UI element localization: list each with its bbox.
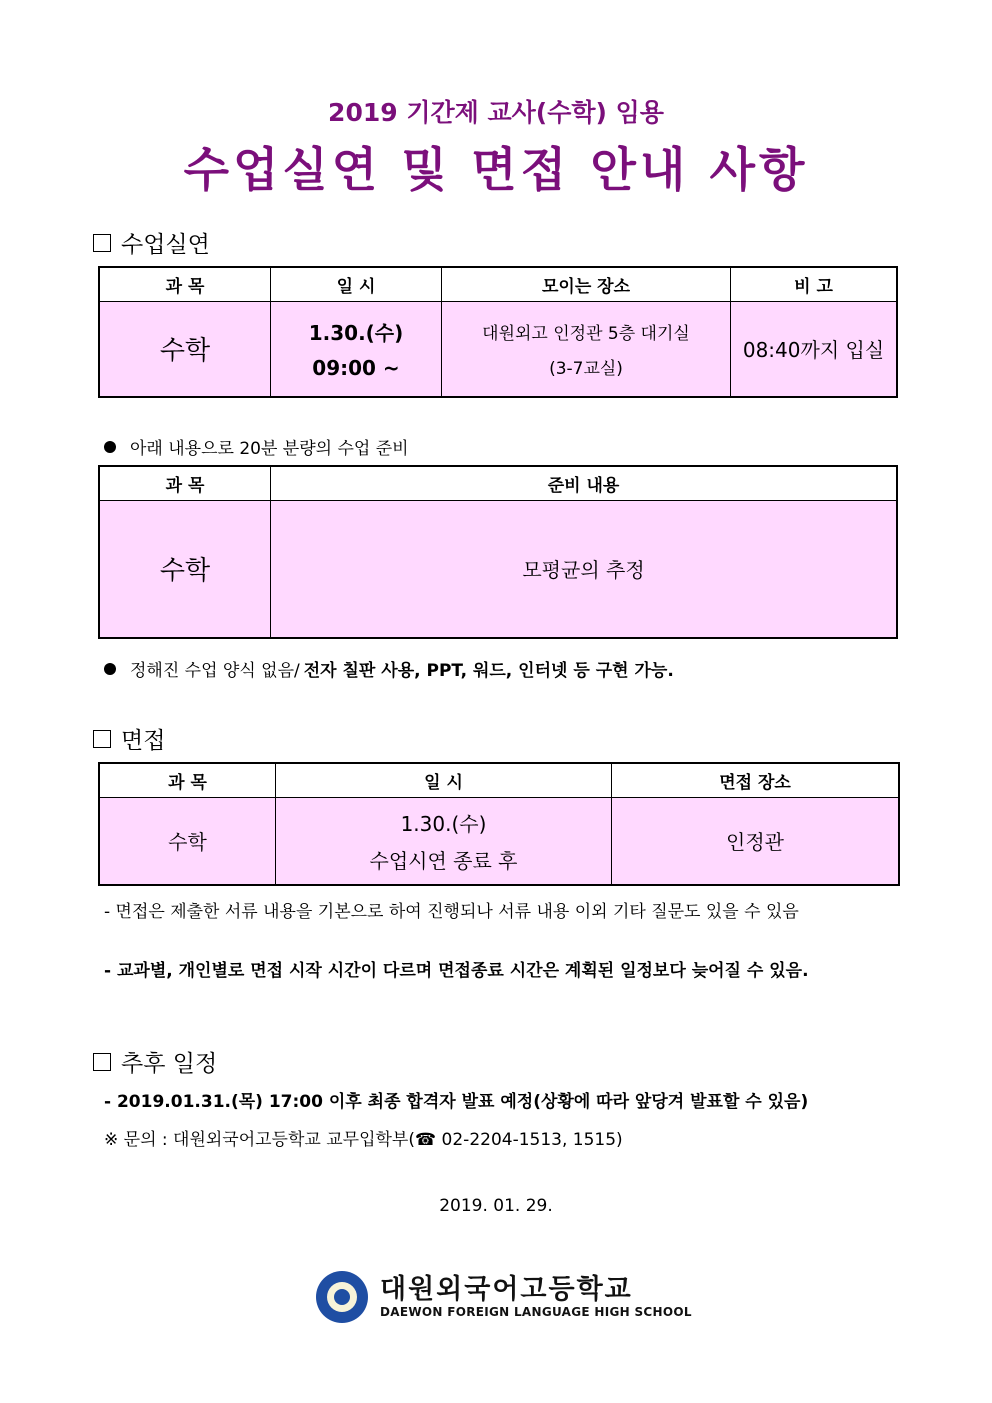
interview-subject: 수학 [99, 798, 276, 885]
demo-datetime [271, 302, 442, 397]
section-heading-interview [93, 722, 165, 755]
interview-datetime [276, 798, 612, 885]
interview-time: 수업시연 종료 후 [369, 848, 518, 873]
section-heading-interview-label: 면접 [121, 728, 166, 754]
prep-header-content: 준비 내용 [271, 466, 898, 501]
prep-note [104, 656, 674, 681]
document-subtitle: 2019 기간제 교사(수학) 임용 [328, 98, 664, 127]
section-heading-demo [93, 226, 210, 259]
school-logo [316, 1271, 692, 1323]
contact-info: ※ 문의 : 대원외국어고등학교 교무입학부(☎ 02-2204-1513, 1515) [104, 1130, 623, 1150]
checkbox-icon [93, 234, 111, 252]
interview-note-1: - 면접은 제출한 서류 내용을 기본으로 하여 진행되나 서류 내용 이외 기타 질문도 있을 수 있음 [104, 902, 799, 922]
prep-table [98, 465, 898, 639]
demo-place-line2: (3-7교실) [549, 358, 623, 379]
section-heading-schedule-label: 추후 일정 [121, 1051, 218, 1077]
prep-content: 모평균의 추정 [271, 501, 898, 638]
demo-header-place: 모이는 장소 [442, 267, 731, 302]
bullet-icon [104, 663, 116, 675]
prep-header-subject: 과 목 [99, 466, 271, 501]
demo-header-datetime: 일 시 [271, 267, 442, 302]
demo-date: 1.30.(수) [308, 321, 404, 346]
demo-time: 09:00 ~ [312, 356, 400, 381]
demo-place-line1: 대원외고 인정관 5층 대기실 [482, 323, 690, 344]
school-emblem-icon [316, 1271, 368, 1323]
demo-table [98, 266, 898, 398]
interview-date: 1.30.(수) [400, 811, 487, 836]
prep-bullet-text: 아래 내용으로 20분 분량의 수업 준비 [130, 439, 409, 459]
checkbox-icon [93, 1053, 111, 1071]
document-title: 수업실연 및 면접 안내 사항 [183, 143, 809, 198]
school-name-korean: 대원외국어고등학교 [380, 1274, 633, 1305]
bullet-icon [104, 441, 116, 453]
interview-header-datetime: 일 시 [276, 763, 612, 798]
section-heading-schedule [93, 1045, 217, 1078]
section-heading-demo-label: 수업실연 [121, 232, 210, 258]
interview-note-2: - 교과별, 개인별로 면접 시작 시간이 다르며 면접종료 시간은 계획된 일정보다 늦어질 수 있음. [104, 961, 809, 981]
interview-header-subject: 과 목 [99, 763, 276, 798]
demo-remark: 08:40까지 입실 [731, 302, 898, 397]
interview-table [98, 762, 900, 886]
demo-header-remark: 비 고 [731, 267, 898, 302]
school-name-english: DAEWON FOREIGN LANGUAGE HIGH SCHOOL [380, 1305, 692, 1319]
schedule-item: - 2019.01.31.(목) 17:00 이후 최종 합격자 발표 예정(상황에 따라 앞당겨 발표할 수 있음) [104, 1092, 809, 1112]
prep-bullet [104, 434, 409, 459]
document-date: 2019. 01. 29. [439, 1196, 553, 1216]
prep-note-bold: 전자 칠판 사용, PPT, 워드, 인터넷 등 구현 가능. [303, 661, 674, 681]
demo-subject: 수학 [99, 302, 271, 397]
prep-note-plain: 정해진 수업 양식 없음/ [130, 661, 300, 681]
interview-place: 인정관 [612, 798, 900, 885]
checkbox-icon [93, 730, 111, 748]
demo-header-subject: 과 목 [99, 267, 271, 302]
interview-header-place: 면접 장소 [612, 763, 900, 798]
demo-place [442, 302, 731, 397]
prep-subject: 수학 [99, 501, 271, 638]
